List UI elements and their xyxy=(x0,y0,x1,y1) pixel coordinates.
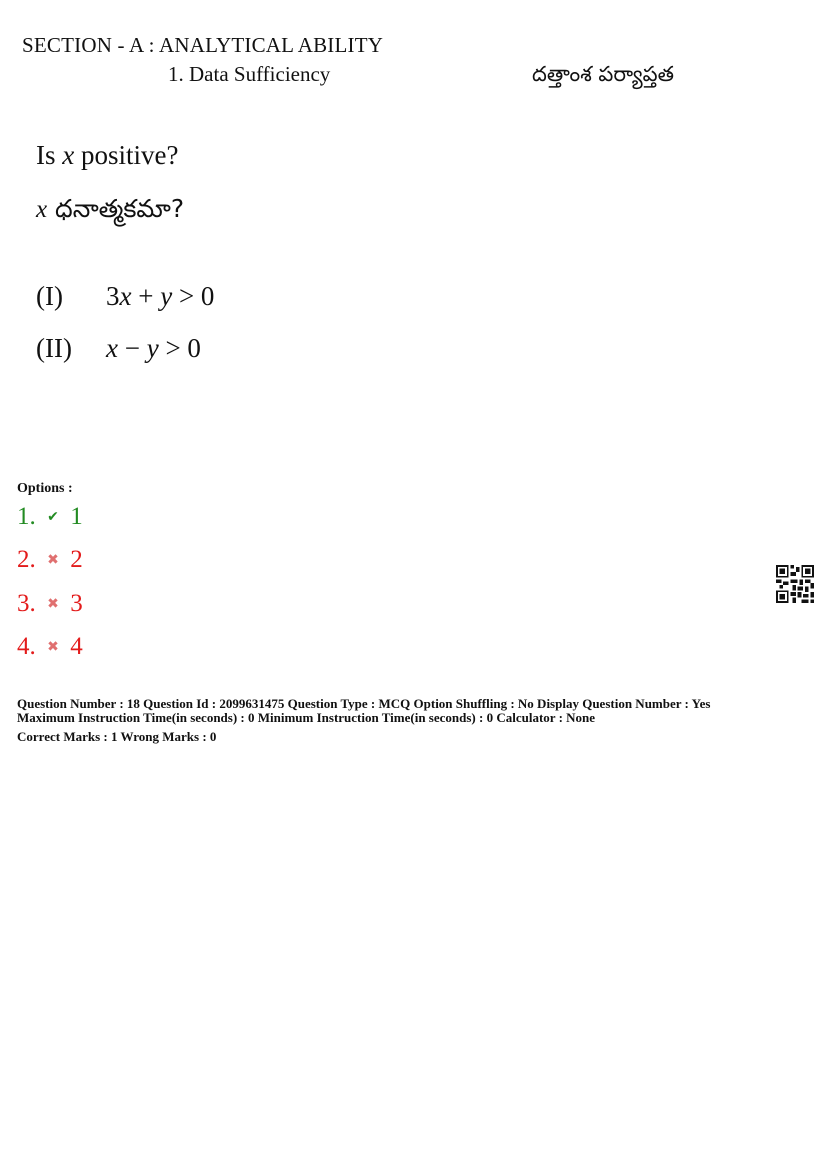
statement-1 xyxy=(36,281,214,312)
section-title: SECTION - A : ANALYTICAL ABILITY xyxy=(22,33,384,57)
statement-expression: x − y > 0 xyxy=(106,333,201,363)
question-english xyxy=(36,140,178,171)
statement-label: (II) xyxy=(36,333,72,363)
qr-code-icon xyxy=(776,565,814,603)
topic-title-telugu: దత్తాంశ పర్యాప్తత xyxy=(532,62,674,86)
statement-expression: 3x + y > 0 xyxy=(106,281,215,311)
statement-label: (I) xyxy=(36,281,63,311)
option-number: 4. xyxy=(17,633,36,660)
option-2 xyxy=(17,546,83,574)
question-marks-line: Correct Marks : 1 Wrong Marks : 0 xyxy=(17,729,217,744)
statement-2 xyxy=(36,333,201,364)
check-icon: ✔ xyxy=(47,509,59,525)
option-4 xyxy=(17,633,83,661)
question-meta-line-1: Question Number : 18 Question Id : 2099631475 Question Type : MCQ Option Shuffling : No Display Question Number : Yes xyxy=(17,696,711,711)
question-meta-line-2: Maximum Instruction Time(in seconds) : 0 Minimum Instruction Time(in seconds) : 0 Calculator : None xyxy=(17,710,596,725)
option-value: 1 xyxy=(70,503,83,530)
option-value: 2 xyxy=(70,546,83,573)
option-number: 2. xyxy=(17,546,36,573)
cross-icon: ✖ xyxy=(47,596,59,612)
options-label: Options : xyxy=(17,481,73,496)
question-suffix: positive? xyxy=(74,140,179,170)
option-number: 1. xyxy=(17,503,36,530)
cross-icon: ✖ xyxy=(47,552,59,568)
question-telugu-text: ధనాత్మకమా? xyxy=(47,194,185,223)
option-1 xyxy=(17,503,83,531)
topic-title: 1. Data Sufficiency xyxy=(168,62,331,86)
cross-icon: ✖ xyxy=(47,639,59,655)
option-value: 4 xyxy=(70,633,83,660)
option-value: 3 xyxy=(70,590,83,617)
option-3 xyxy=(17,590,83,618)
question-telugu-variable: x xyxy=(36,196,48,223)
question-prefix: Is xyxy=(36,140,63,170)
question-variable: x xyxy=(62,140,75,170)
option-number: 3. xyxy=(17,590,36,617)
question-telugu xyxy=(36,194,184,230)
